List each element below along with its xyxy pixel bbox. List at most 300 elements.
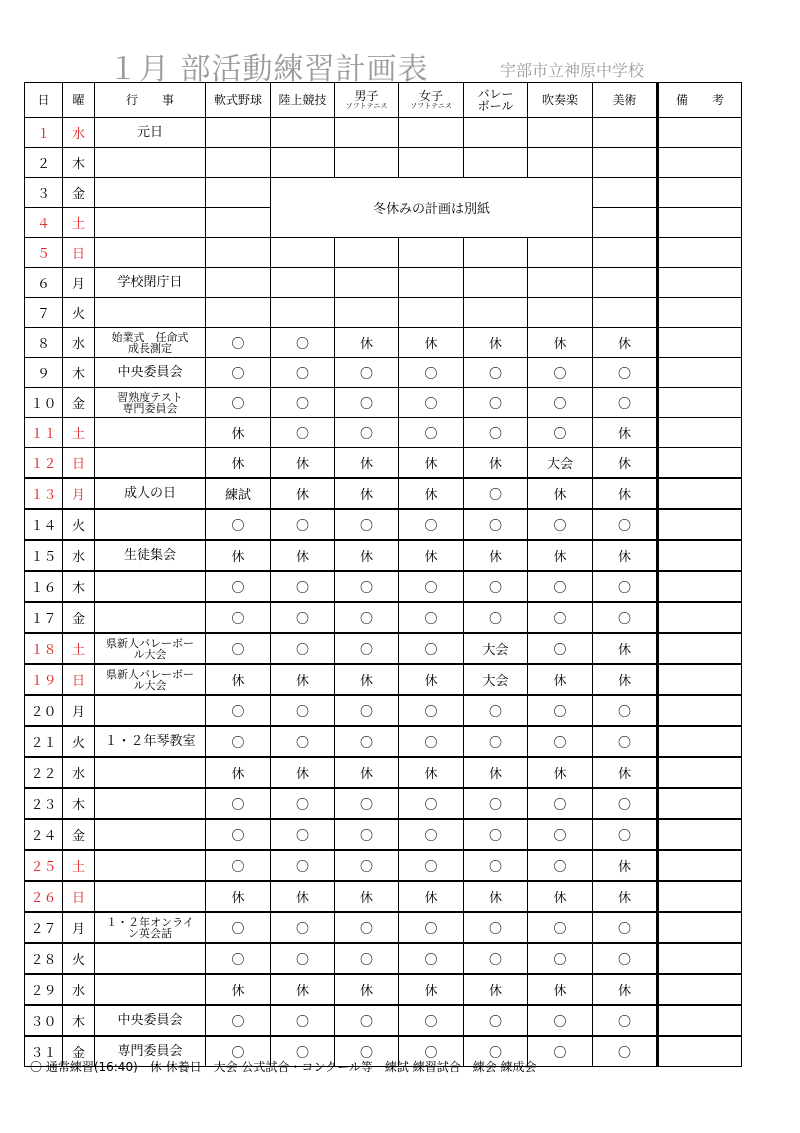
mark-cell: 〇 xyxy=(206,1005,271,1036)
remarks-cell xyxy=(658,478,742,509)
mark-cell: 〇 xyxy=(335,912,399,943)
mark-cell: 休 xyxy=(206,881,271,912)
weekday-cell: 木 xyxy=(63,788,95,819)
mark-cell: 〇 xyxy=(464,695,528,726)
mark-cell: 〇 xyxy=(399,695,464,726)
header-row xyxy=(25,83,742,118)
day-cell: ２４ xyxy=(25,819,63,850)
table-row xyxy=(25,943,742,974)
weekday-cell: 月 xyxy=(63,478,95,509)
table-row xyxy=(25,540,742,571)
mark-cell xyxy=(399,268,464,298)
mark-cell: 〇 xyxy=(528,633,593,664)
event-cell: １・２年琴教室 xyxy=(95,726,206,757)
table-row xyxy=(25,148,742,178)
mark-cell: 〇 xyxy=(335,358,399,388)
mark-cell: 〇 xyxy=(464,571,528,602)
mark-cell xyxy=(271,298,335,328)
mark-cell: 休 xyxy=(464,881,528,912)
col-club-girls-tennis: 女子 ソフトテニス xyxy=(399,83,464,118)
mark-cell: 休 xyxy=(206,448,271,479)
mark-cell: 〇 xyxy=(271,819,335,850)
legend: 〇 通常練習(16:40) 休 休養日 大会 公式試合・コンクール等 練試 練習試合 練会 練成会 xyxy=(30,1060,537,1074)
remarks-cell xyxy=(658,509,742,540)
weekday-cell: 火 xyxy=(63,509,95,540)
mark-cell: 〇 xyxy=(528,695,593,726)
weekday-cell: 水 xyxy=(63,118,95,148)
mark-cell xyxy=(464,268,528,298)
mark-cell: 〇 xyxy=(528,788,593,819)
mark-cell: 〇 xyxy=(399,633,464,664)
col-club-art: 美術 xyxy=(593,83,658,118)
mark-cell: 〇 xyxy=(335,418,399,448)
mark-cell: 休 xyxy=(593,478,658,509)
mark-cell: 〇 xyxy=(464,943,528,974)
remarks-cell xyxy=(658,974,742,1005)
remarks-cell xyxy=(658,726,742,757)
mark-cell xyxy=(464,238,528,268)
mark-cell: 〇 xyxy=(528,571,593,602)
remarks-cell xyxy=(658,1005,742,1036)
mark-cell xyxy=(399,238,464,268)
mark-cell: 休 xyxy=(593,881,658,912)
mark-cell: 〇 xyxy=(399,850,464,881)
event-cell xyxy=(95,418,206,448)
event-cell xyxy=(95,208,206,238)
table-row xyxy=(25,118,742,148)
day-cell: １５ xyxy=(25,540,63,571)
mark-cell: 休 xyxy=(206,418,271,448)
day-cell: １ xyxy=(25,118,63,148)
day-cell: ２２ xyxy=(25,757,63,788)
mark-cell: 〇 xyxy=(399,571,464,602)
weekday-cell: 日 xyxy=(63,881,95,912)
table-row xyxy=(25,819,742,850)
mark-cell: 休 xyxy=(593,974,658,1005)
mark-cell: 休 xyxy=(206,540,271,571)
mark-cell: 〇 xyxy=(271,358,335,388)
weekday-cell: 水 xyxy=(63,328,95,358)
remarks-cell xyxy=(658,602,742,633)
table-row xyxy=(25,418,742,448)
remarks-cell xyxy=(658,571,742,602)
remarks-cell xyxy=(658,633,742,664)
mark-cell: 〇 xyxy=(271,328,335,358)
mark-cell: 休 xyxy=(593,448,658,479)
mark-cell: 〇 xyxy=(528,358,593,388)
mark-cell: 休 xyxy=(335,448,399,479)
mark-cell: 〇 xyxy=(593,1036,658,1067)
mark-cell: 〇 xyxy=(593,388,658,418)
table-row xyxy=(25,509,742,540)
remarks-cell xyxy=(658,178,742,208)
mark-cell: 〇 xyxy=(206,788,271,819)
weekday-cell: 木 xyxy=(63,358,95,388)
mark-cell: 休 xyxy=(335,974,399,1005)
table-row xyxy=(25,974,742,1005)
remarks-cell xyxy=(658,388,742,418)
mark-cell xyxy=(335,238,399,268)
remarks-cell xyxy=(658,943,742,974)
mark-cell: 〇 xyxy=(464,788,528,819)
remarks-cell xyxy=(658,850,742,881)
event-cell: 習熟度テスト 専門委員会 xyxy=(95,388,206,418)
event-cell: 県新人バレーボー ル大会 xyxy=(95,664,206,695)
mark-cell: 〇 xyxy=(271,418,335,448)
table-row xyxy=(25,571,742,602)
weekday-cell: 火 xyxy=(63,943,95,974)
mark-cell: 〇 xyxy=(593,571,658,602)
mark-cell xyxy=(593,298,658,328)
mark-cell: 〇 xyxy=(399,726,464,757)
day-cell: １９ xyxy=(25,664,63,695)
event-cell xyxy=(95,974,206,1005)
mark-cell: 〇 xyxy=(464,1036,528,1067)
mark-cell xyxy=(528,238,593,268)
mark-cell: 休 xyxy=(206,664,271,695)
mark-cell xyxy=(399,118,464,148)
weekday-cell: 日 xyxy=(63,664,95,695)
table-row xyxy=(25,881,742,912)
mark-cell: 休 xyxy=(335,881,399,912)
mark-cell: 〇 xyxy=(399,943,464,974)
mark-cell xyxy=(271,118,335,148)
event-cell: 中央委員会 xyxy=(95,358,206,388)
mark-cell: 〇 xyxy=(464,418,528,448)
remarks-cell xyxy=(658,757,742,788)
col-club-baseball: 軟式野球 xyxy=(206,83,271,118)
mark-cell: 〇 xyxy=(206,633,271,664)
day-cell: １２ xyxy=(25,448,63,479)
day-cell: ５ xyxy=(25,238,63,268)
mark-cell xyxy=(206,208,271,238)
mark-cell: 〇 xyxy=(528,509,593,540)
mark-cell: 休 xyxy=(335,478,399,509)
remarks-cell xyxy=(658,819,742,850)
table-row xyxy=(25,664,742,695)
mark-cell: 休 xyxy=(335,328,399,358)
mark-cell: 〇 xyxy=(528,418,593,448)
mark-cell xyxy=(593,238,658,268)
mark-cell: 〇 xyxy=(271,571,335,602)
page-title: １月 部活動練習計画表 xyxy=(108,52,429,87)
remarks-cell xyxy=(658,664,742,695)
mark-cell xyxy=(528,148,593,178)
remarks-cell xyxy=(658,118,742,148)
mark-cell: 休 xyxy=(271,881,335,912)
weekday-cell: 金 xyxy=(63,388,95,418)
practice-plan-table xyxy=(24,82,742,1067)
mark-cell: 〇 xyxy=(335,788,399,819)
mark-cell: 休 xyxy=(528,328,593,358)
mark-cell: 〇 xyxy=(464,388,528,418)
mark-cell: 休 xyxy=(528,881,593,912)
remarks-cell xyxy=(658,418,742,448)
remarks-cell xyxy=(658,268,742,298)
col-club-boys-tennis: 男子 ソフトテニス xyxy=(335,83,399,118)
day-cell: ６ xyxy=(25,268,63,298)
day-cell: ４ xyxy=(25,208,63,238)
mark-cell xyxy=(464,118,528,148)
mark-cell: 休 xyxy=(464,974,528,1005)
mark-cell: 〇 xyxy=(335,633,399,664)
mark-cell: 休 xyxy=(464,448,528,479)
mark-cell: 〇 xyxy=(335,1005,399,1036)
mark-cell: 〇 xyxy=(271,602,335,633)
mark-cell: 〇 xyxy=(206,388,271,418)
mark-cell: 休 xyxy=(399,540,464,571)
col-club-volleyball: バレー ボール xyxy=(464,83,528,118)
table-row xyxy=(25,448,742,479)
day-cell: ９ xyxy=(25,358,63,388)
mark-cell: 〇 xyxy=(528,850,593,881)
mark-cell: 〇 xyxy=(593,943,658,974)
mark-cell: 〇 xyxy=(335,943,399,974)
event-cell xyxy=(95,509,206,540)
weekday-cell: 金 xyxy=(63,602,95,633)
mark-cell: 〇 xyxy=(593,726,658,757)
mark-cell: 〇 xyxy=(464,726,528,757)
mark-cell: 〇 xyxy=(399,388,464,418)
event-cell xyxy=(95,238,206,268)
mark-cell: 休 xyxy=(271,974,335,1005)
mark-cell: 〇 xyxy=(528,1005,593,1036)
weekday-cell: 木 xyxy=(63,1005,95,1036)
mark-cell: 休 xyxy=(593,757,658,788)
weekday-cell: 土 xyxy=(63,418,95,448)
day-cell: ２９ xyxy=(25,974,63,1005)
mark-cell: 休 xyxy=(593,633,658,664)
mark-cell: 〇 xyxy=(528,388,593,418)
table-row xyxy=(25,268,742,298)
mark-cell xyxy=(271,268,335,298)
table-row xyxy=(25,178,742,208)
mark-cell xyxy=(206,298,271,328)
table-row xyxy=(25,850,742,881)
col-weekday: 曜 xyxy=(63,83,95,118)
mark-cell: 休 xyxy=(528,540,593,571)
mark-cell: 休 xyxy=(593,328,658,358)
mark-cell: 休 xyxy=(271,478,335,509)
weekday-cell: 土 xyxy=(63,208,95,238)
day-cell: ２３ xyxy=(25,788,63,819)
mark-cell xyxy=(464,298,528,328)
event-cell xyxy=(95,148,206,178)
mark-cell: 休 xyxy=(399,974,464,1005)
event-cell xyxy=(95,850,206,881)
mark-cell: 〇 xyxy=(335,726,399,757)
school-name: 宇部市立神原中学校 xyxy=(500,61,645,80)
mark-cell: 〇 xyxy=(464,819,528,850)
mark-cell: 〇 xyxy=(464,358,528,388)
remarks-cell xyxy=(658,358,742,388)
mark-cell: 〇 xyxy=(206,912,271,943)
mark-cell xyxy=(528,268,593,298)
mark-cell: 休 xyxy=(464,757,528,788)
mark-cell: 休 xyxy=(206,757,271,788)
mark-cell xyxy=(593,118,658,148)
mark-cell: 休 xyxy=(271,664,335,695)
weekday-cell: 日 xyxy=(63,448,95,479)
col-club-track: 陸上競技 xyxy=(271,83,335,118)
mark-cell: 〇 xyxy=(464,478,528,509)
col-event: 行 事 xyxy=(95,83,206,118)
mark-cell xyxy=(593,208,658,238)
mark-cell: 休 xyxy=(271,448,335,479)
mark-cell: 〇 xyxy=(335,819,399,850)
mark-cell xyxy=(335,148,399,178)
col-day: 日 xyxy=(25,83,63,118)
mark-cell: 〇 xyxy=(593,602,658,633)
day-cell: ２５ xyxy=(25,850,63,881)
event-cell: 県新人バレーボー ル大会 xyxy=(95,633,206,664)
mark-cell xyxy=(206,148,271,178)
table-row xyxy=(25,912,742,943)
day-cell: １３ xyxy=(25,478,63,509)
mark-cell: 〇 xyxy=(271,1005,335,1036)
remarks-cell xyxy=(658,298,742,328)
day-cell: ３０ xyxy=(25,1005,63,1036)
merged-note-cell: 冬休みの計画は別紙 xyxy=(271,178,593,238)
mark-cell: 〇 xyxy=(271,633,335,664)
mark-cell xyxy=(528,118,593,148)
day-cell: ２０ xyxy=(25,695,63,726)
mark-cell: 休 xyxy=(399,448,464,479)
mark-cell: 休 xyxy=(528,664,593,695)
weekday-cell: 水 xyxy=(63,757,95,788)
mark-cell xyxy=(399,298,464,328)
mark-cell: 休 xyxy=(399,664,464,695)
event-cell: 中央委員会 xyxy=(95,1005,206,1036)
mark-cell: 休 xyxy=(528,974,593,1005)
event-cell xyxy=(95,448,206,479)
table-row xyxy=(25,388,742,418)
mark-cell: 〇 xyxy=(335,571,399,602)
mark-cell xyxy=(335,298,399,328)
mark-cell: 休 xyxy=(206,974,271,1005)
mark-cell: 〇 xyxy=(464,912,528,943)
mark-cell: 〇 xyxy=(206,819,271,850)
weekday-cell: 土 xyxy=(63,633,95,664)
mark-cell: 〇 xyxy=(593,788,658,819)
table-row xyxy=(25,328,742,358)
mark-cell: 休 xyxy=(271,540,335,571)
weekday-cell: 火 xyxy=(63,726,95,757)
mark-cell: 〇 xyxy=(206,850,271,881)
table-row xyxy=(25,757,742,788)
event-cell: 生徒集会 xyxy=(95,540,206,571)
table-row xyxy=(25,695,742,726)
mark-cell: 休 xyxy=(464,328,528,358)
mark-cell: 休 xyxy=(593,850,658,881)
mark-cell: 〇 xyxy=(206,328,271,358)
mark-cell xyxy=(271,238,335,268)
weekday-cell: 木 xyxy=(63,148,95,178)
mark-cell xyxy=(593,268,658,298)
mark-cell xyxy=(206,178,271,208)
mark-cell: 〇 xyxy=(206,509,271,540)
weekday-cell: 月 xyxy=(63,912,95,943)
event-cell xyxy=(95,788,206,819)
mark-cell: 〇 xyxy=(271,726,335,757)
mark-cell: 〇 xyxy=(528,943,593,974)
event-cell: １・２年オンライ ン英会話 xyxy=(95,912,206,943)
mark-cell: 〇 xyxy=(399,819,464,850)
mark-cell: 〇 xyxy=(528,912,593,943)
day-cell: １４ xyxy=(25,509,63,540)
weekday-cell: 水 xyxy=(63,540,95,571)
mark-cell: 練試 xyxy=(206,478,271,509)
col-remarks: 備 考 xyxy=(658,83,742,118)
mark-cell: 〇 xyxy=(271,943,335,974)
weekday-cell: 金 xyxy=(63,1036,95,1067)
mark-cell: 〇 xyxy=(399,912,464,943)
day-cell: ２６ xyxy=(25,881,63,912)
weekday-cell: 火 xyxy=(63,298,95,328)
mark-cell: 休 xyxy=(528,757,593,788)
mark-cell: 〇 xyxy=(206,602,271,633)
mark-cell: 〇 xyxy=(206,695,271,726)
table-row xyxy=(25,788,742,819)
mark-cell: 〇 xyxy=(271,509,335,540)
remarks-cell xyxy=(658,328,742,358)
event-cell xyxy=(95,571,206,602)
mark-cell: 大会 xyxy=(464,633,528,664)
mark-cell: 休 xyxy=(593,664,658,695)
mark-cell: 〇 xyxy=(528,726,593,757)
day-cell: １７ xyxy=(25,602,63,633)
event-cell xyxy=(95,178,206,208)
mark-cell: 休 xyxy=(528,478,593,509)
mark-cell: 休 xyxy=(399,478,464,509)
remarks-cell xyxy=(658,208,742,238)
table-row xyxy=(25,298,742,328)
mark-cell: 〇 xyxy=(206,358,271,388)
mark-cell: 大会 xyxy=(464,664,528,695)
mark-cell: 休 xyxy=(593,540,658,571)
mark-cell: 〇 xyxy=(271,788,335,819)
mark-cell xyxy=(593,178,658,208)
mark-cell: 〇 xyxy=(593,912,658,943)
event-cell xyxy=(95,819,206,850)
mark-cell: 休 xyxy=(335,757,399,788)
table-row xyxy=(25,478,742,509)
event-cell: 元日 xyxy=(95,118,206,148)
day-cell: ３１ xyxy=(25,1036,63,1067)
mark-cell xyxy=(528,298,593,328)
mark-cell: 〇 xyxy=(335,1036,399,1067)
mark-cell: 〇 xyxy=(271,912,335,943)
mark-cell: 〇 xyxy=(464,850,528,881)
mark-cell xyxy=(593,148,658,178)
mark-cell: 〇 xyxy=(528,819,593,850)
mark-cell: 〇 xyxy=(335,850,399,881)
day-cell: ７ xyxy=(25,298,63,328)
mark-cell xyxy=(206,238,271,268)
mark-cell: 〇 xyxy=(399,602,464,633)
remarks-cell xyxy=(658,881,742,912)
remarks-cell xyxy=(658,1036,742,1067)
mark-cell xyxy=(206,118,271,148)
day-cell: １６ xyxy=(25,571,63,602)
mark-cell: 〇 xyxy=(399,1005,464,1036)
event-cell xyxy=(95,757,206,788)
mark-cell: 休 xyxy=(399,757,464,788)
mark-cell: 〇 xyxy=(335,602,399,633)
mark-cell: 大会 xyxy=(528,448,593,479)
table-row xyxy=(25,358,742,388)
remarks-cell xyxy=(658,788,742,819)
